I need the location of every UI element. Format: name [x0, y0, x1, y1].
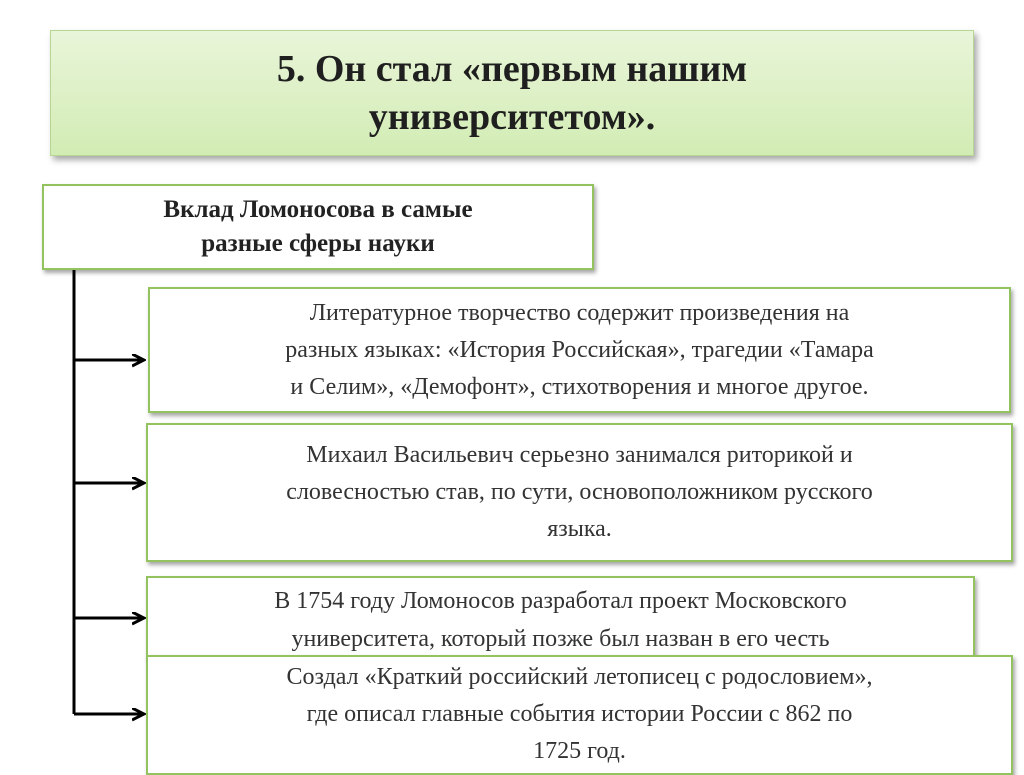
fact-box-university — [146, 576, 975, 660]
fact-line: Создал «Краткий российский летописец с родословием», — [286, 664, 873, 690]
fact-text — [279, 657, 881, 770]
fact-line: Михаил Васильевич серьезно занимался риторикой и — [306, 442, 853, 468]
fact-box-literature — [148, 287, 1011, 413]
fact-line: университета, который позже был назван в его честь — [291, 626, 830, 652]
slide-title-line-2: университетом». — [368, 96, 656, 138]
topic-header-line-1: Вклад Ломоносова в самые — [163, 196, 473, 223]
fact-text — [277, 295, 882, 406]
fact-line: где описал главные события истории России с 862 по — [306, 701, 853, 727]
fact-line: разных языках: «История Российская», трагедии «Тамара — [285, 336, 874, 363]
fact-line: Литературное творчество содержит произведения на — [309, 299, 850, 326]
fact-line: В 1754 году Ломоносов разработал проект Московского — [274, 588, 847, 614]
fact-text — [278, 437, 880, 548]
fact-text — [266, 578, 855, 658]
fact-line: языка. — [547, 516, 612, 542]
topic-header-line-2: разные сферы науки — [201, 230, 435, 257]
fact-box-rhetoric — [146, 423, 1013, 562]
fact-line: 1725 год. — [533, 738, 626, 764]
fact-line: и Селим», «Демофонт», стихотворения и многое другое. — [290, 373, 869, 400]
fact-box-chronicle — [146, 655, 1013, 775]
fact-line: словесностью став, по сути, основоположником русского — [286, 479, 873, 505]
slide-title-line-1: 5. Он стал «первым нашим — [276, 48, 748, 90]
